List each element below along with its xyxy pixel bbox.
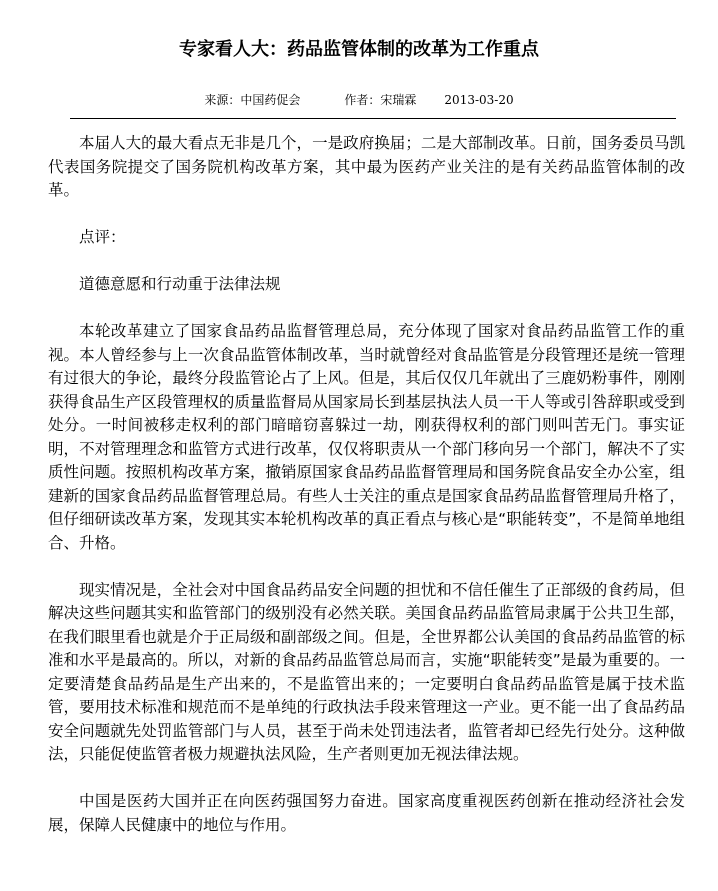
paragraph: 现实情况是，全社会对中国食品药品安全问题的担忧和不信任催生了正部级的食药局，但解决这些问题其实和监管部门的级别没有必然关联。美国食品药品监管局隶属于公共卫生部，在我们眼里看也就是介于正局级和副部级之间。但是，全世界都公认美国的食品药品监管的标准和水平是最高的。所以，对新的食品药品监管总局而言，实施“职能转变”是最为重要的。一定要清楚食品药品是生产出来的，不是监管出来的；一定要明白食品药品监管是属于技术监管，要用技术标准和规范而不是单纯的行政执法手段来管理这一产业。更不能一出了食品药品安全问题就先处罚监管部门与人员，甚至于尚未处罚违法者，监管者却已经先行处分。这种做法，只能促使监管者极力规避执法风险，生产者则更加无视法律法规。 <box>48 580 685 763</box>
article-body <box>48 132 685 861</box>
section-heading: 道德意愿和行动重于法律法规 <box>79 275 281 293</box>
paragraph: 本轮改革建立了国家食品药品监督管理总局，充分体现了国家对食品药品监管工作的重视。本人曾经参与上一次食品监管体制改革，当时就曾经对食品监管是分段管理还是统一管理有过很大的争论，最终分段监管论占了上风。但是，其后仅仅几年就出了三鹿奶粉事件，刚刚获得食品生产区段管理权的质量监督局从国家局长到基层执法人员一干人等或引咎辞职或受到处分。一时间被移走权利的部门暗暗窃喜躲过一劫，刚获得权利的部门则叫苦无门。事实证明，不对管理理念和监管方式进行改革，仅仅将职责从一个部门移向另一个部门，解决不了实质性问题。按照机构改革方案，撤销原国家食品药品监督管理局和国务院食品安全办公室，组建新的国家食品药品监督管理总局。有些人士关注的重点是国家食品药品监督管理局升格了，但仔细研读改革方案，发现其实本轮机构改革的真正看点与核心是“职能转变”，不是简单地组合、升格。 <box>48 322 685 552</box>
article-meta <box>0 92 718 108</box>
article-title: 专家看人大：药品监管体制的改革为工作重点 <box>179 39 539 60</box>
paragraph-intro: 本届人大的最大看点无非是几个，一是政府换届；二是大部制改革。日前，国务委员马凯代表国务院提交了国务院机构改革方案，其中最为医药产业关注的是有关药品监管体制的改革。 <box>48 134 685 199</box>
article-date: 2013-03-20 <box>444 93 514 107</box>
paragraph: 中国是医药大国并正在向医药强国努力奋进。国家高度重视医药创新在推动经济社会发展，保障人民健康中的地位与作用。 <box>48 792 685 834</box>
header-divider <box>70 118 676 119</box>
article-source: 来源：中国药促会 <box>204 93 301 107</box>
comment-label: 点评： <box>79 228 126 246</box>
article-author: 作者：宋瑞霖 <box>344 93 417 107</box>
